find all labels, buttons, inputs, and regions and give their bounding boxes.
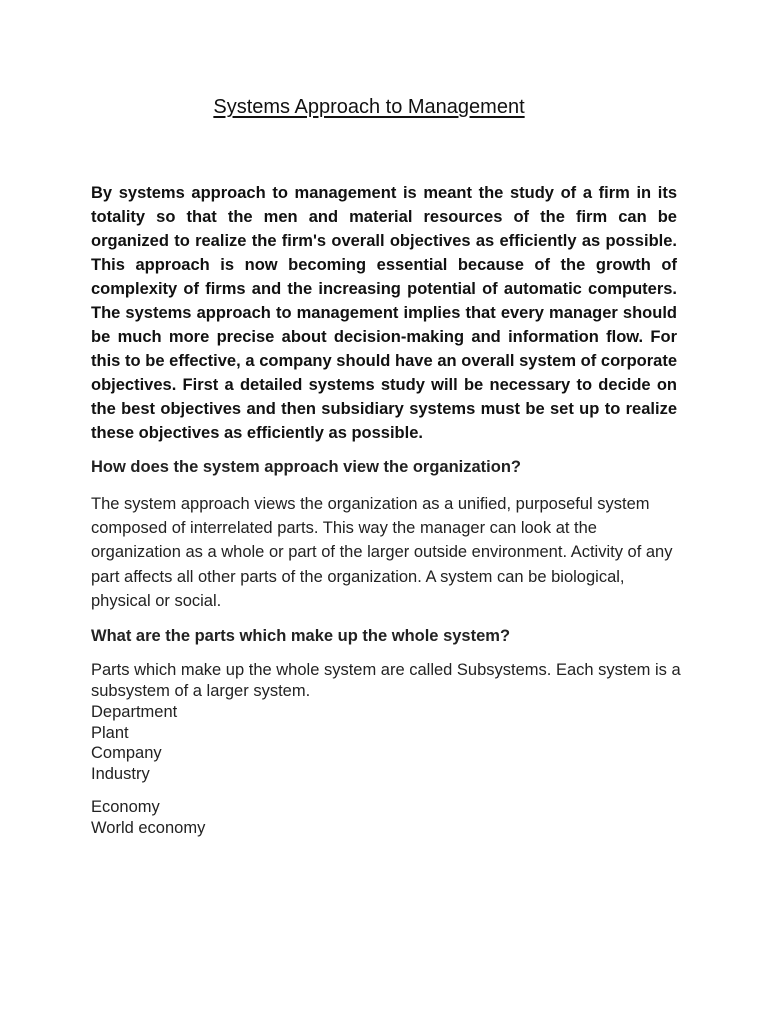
question-heading-2: What are the parts which make up the whole system? (91, 627, 511, 645)
page-title: Systems Approach to Management (213, 96, 525, 118)
list-item: World economy (91, 818, 206, 837)
answer-paragraph-2: Parts which make up the whole system are called Subsystems. Each system is a subsystem of a larger system. (91, 661, 681, 700)
list-item: Economy (91, 798, 160, 816)
question-heading-1: How does the system approach view the organization? (91, 458, 521, 476)
list-item: Company (91, 744, 162, 763)
list-item: Plant (91, 723, 129, 742)
subsystem-list-1 (91, 702, 177, 784)
subsystem-list-2 (91, 797, 205, 838)
intro-paragraph: By systems approach to management is meant the study of a firm in its totality so that the men and material resources of the firm can be organized to realize the firm's overall objectives as efficiently as possible. This approach is now becoming essential because of the growth of complexity of firms and the increasing potential of automatic computers. The systems approach to management implies that every manager should be much more precise about decision-making and information flow. For this to be effective, a company should have an overall system of corporate objectives. First a detailed systems study will be necessary to decide on the best objectives and then subsidiary systems must be set up to realize these objectives as efficiently as possible. (91, 184, 677, 442)
list-item: Department (91, 703, 178, 721)
list-item: Industry (91, 764, 150, 783)
answer-paragraph-1: The system approach views the organization as a unified, purposeful system composed of interrelated parts. This way the manager can look at the organization as a whole or part of the larger outside environment. Activity of any part affects all other parts of the organization. A system can be biological, physical or social. (91, 495, 673, 610)
